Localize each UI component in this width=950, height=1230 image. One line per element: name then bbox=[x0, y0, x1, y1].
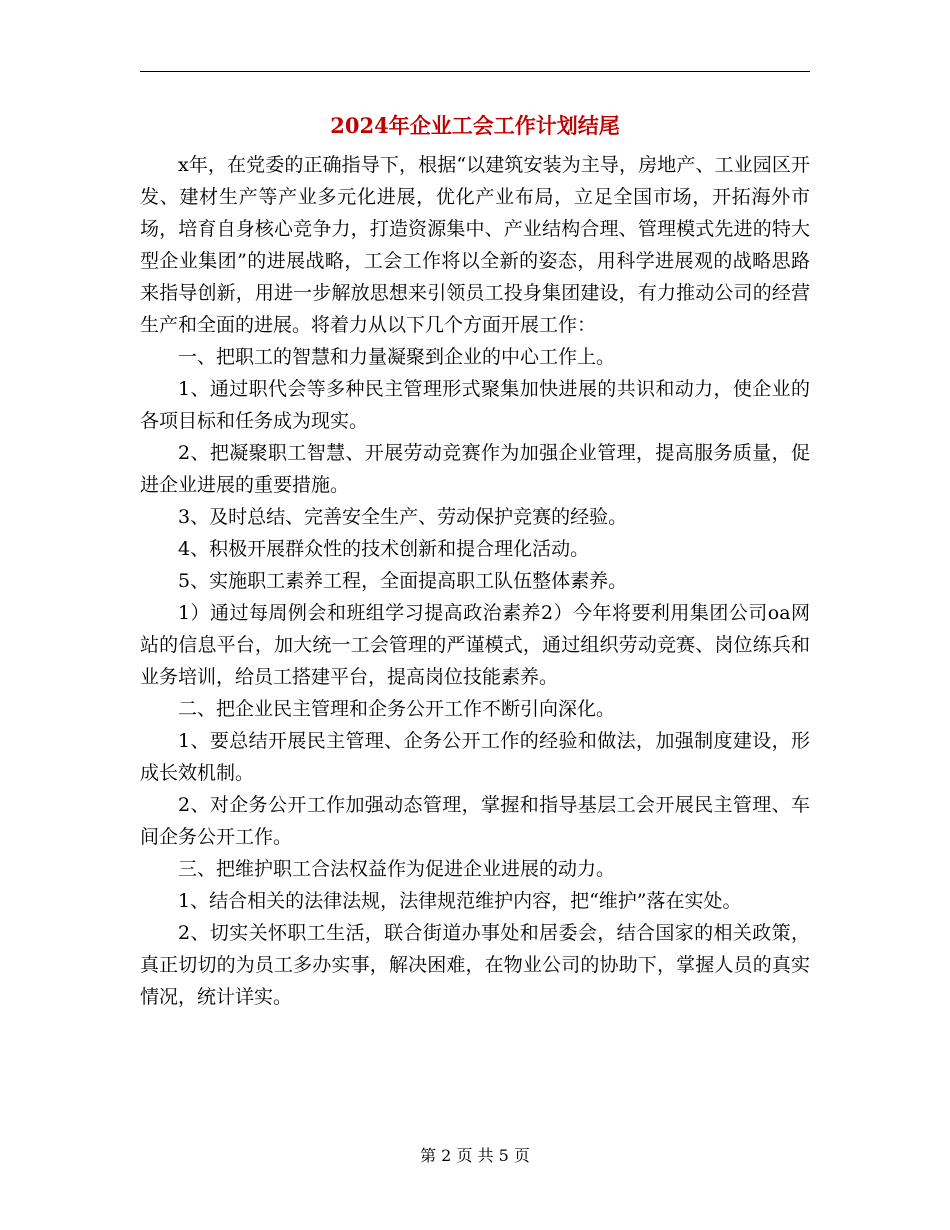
paragraph-item: 1、通过职代会等多种民主管理形式聚集加快进展的共识和动力，使企业的各项目标和任务成为现实。 bbox=[140, 378, 810, 432]
paragraph-item: 2、对企务公开工作加强动态管理，掌握和指导基层工会开展民主管理、车间企务公开工作。 bbox=[140, 794, 810, 848]
paragraph-item: 5、实施职工素养工程，全面提高职工队伍整体素养。 bbox=[178, 570, 628, 592]
paragraph-intro: x年，在党委的正确指导下，根据“以建筑安装为主导，房地产、工业园区开发、建材生产等产业多元化进展，优化产业布局，立足全国市场，开拓海外市场，培育自身核心竞争力，打造资源集中、产业结构合理、管理模式先进的特大型企业集团”的进展战略，工会工作将以全新的姿态，用科学进展观的战略思路来指导创新，用进一步解放思想来引领员工投身集团建设，有力推动公司的经营生产和全面的进展。将着力从以下几个方面开展工作： bbox=[140, 154, 810, 336]
paragraph-item: 2、切实关怀职工生活，联合街道办事处和居委会，结合国家的相关政策，真正切切的为员工多办实事，解决困难，在物业公司的协助下，掌握人员的真实情况，统计详实。 bbox=[140, 922, 810, 1008]
section-heading-1: 一、把职工的智慧和力量凝聚到企业的中心工作上。 bbox=[178, 346, 616, 368]
page-number-footer: 第 2 页 共 5 页 bbox=[420, 1146, 530, 1165]
document-body bbox=[140, 149, 810, 1013]
paragraph-item: 1、要总结开展民主管理、企务公开工作的经验和做法，加强制度建设，形成长效机制。 bbox=[140, 730, 810, 784]
document-title: 2024年企业工会工作计划结尾 bbox=[330, 113, 620, 138]
section-heading-2: 二、把企业民主管理和企务公开工作不断引向深化。 bbox=[178, 698, 616, 720]
paragraph-item: 4、积极开展群众性的技术创新和提合理化活动。 bbox=[178, 538, 590, 560]
paragraph-item: 1）通过每周例会和班组学习提高政治素养2）今年将要利用集团公司oa网站的信息平台，加大统一工会管理的严谨模式，通过组织劳动竞赛、岗位练兵和业务培训，给员工搭建平台，提高岗位技能素养。 bbox=[140, 602, 810, 688]
section-heading-3: 三、把维护职工合法权益作为促进企业进展的动力。 bbox=[178, 858, 616, 880]
paragraph-item: 2、把凝聚职工智慧、开展劳动竞赛作为加强企业管理，提高服务质量，促进企业进展的重要措施。 bbox=[140, 442, 810, 496]
paragraph-item: 3、及时总结、完善安全生产、劳动保护竞赛的经验。 bbox=[178, 506, 628, 528]
paragraph-item: 1、结合相关的法律法规，法律规范维护内容，把“维护”落在实处。 bbox=[178, 890, 742, 912]
header-rule bbox=[140, 71, 810, 72]
